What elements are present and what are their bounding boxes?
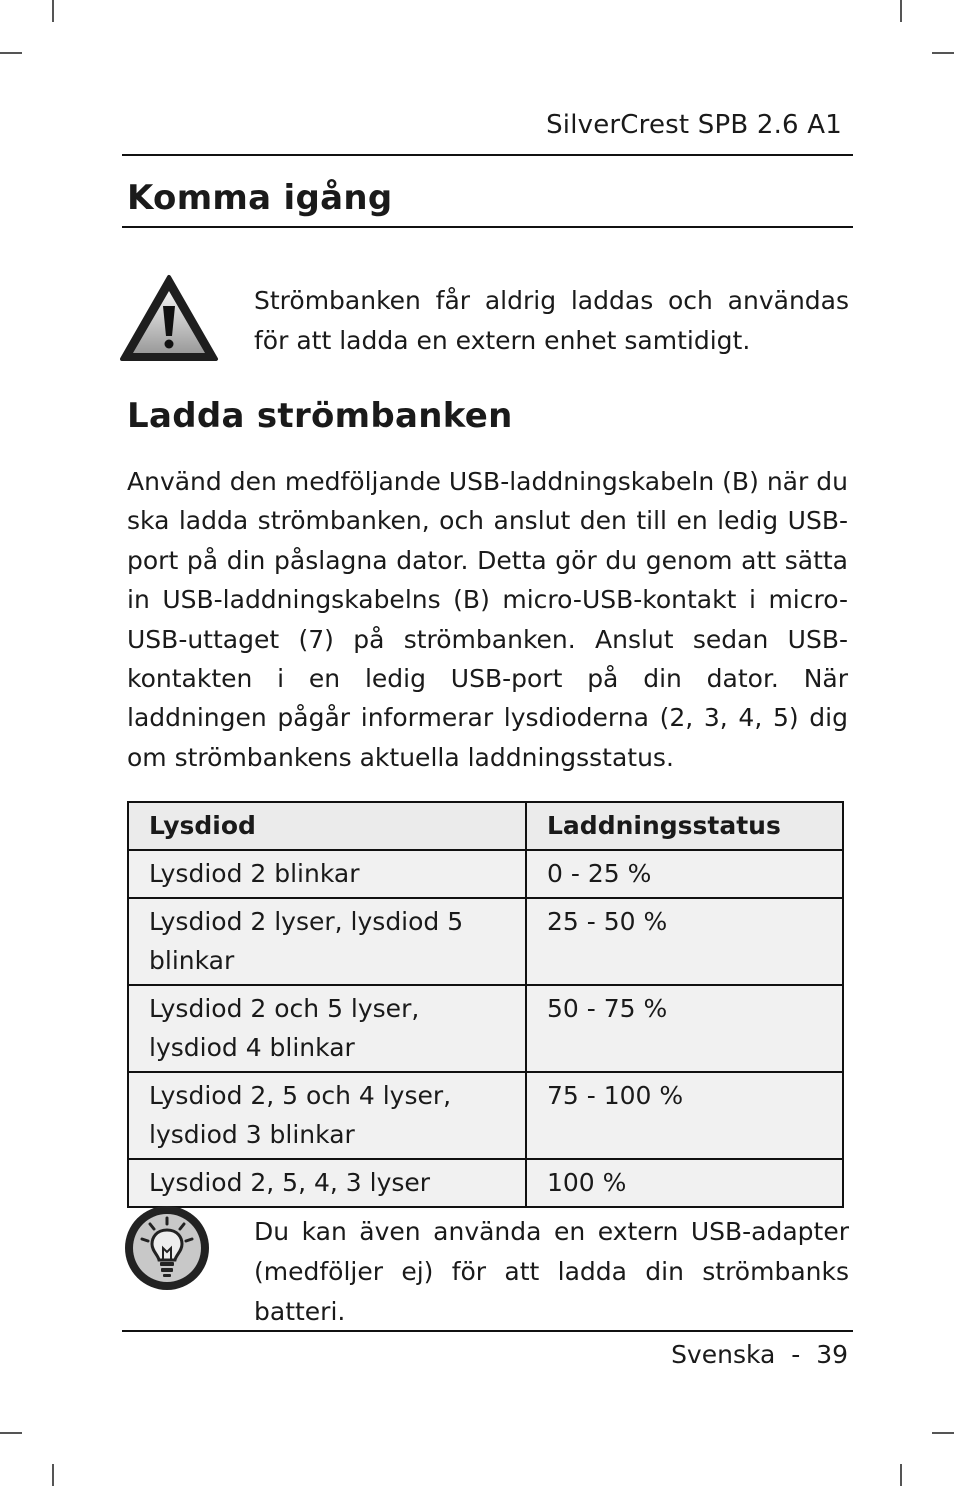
crop-mark (0, 1432, 22, 1434)
warning-triangle-icon (119, 274, 219, 362)
page-number: 39 (816, 1340, 848, 1369)
column-header-led: Lysdiod (128, 802, 526, 850)
table-cell-led: Lysdiod 2 lyser, lysdiod 5 blinkar (128, 898, 526, 985)
table-row (128, 898, 843, 985)
charging-instructions-paragraph: Använd den medföljande USB-laddningskabeln (B) när du ska ladda strömbanken, och anslut den till en ledig USB-port på din påslagna dator. Detta gör du genom att sätta in USB-laddningskabelns (B) micro-USB-kontakt i micro-USB-uttaget (7) på strömbanken. Anslut sedan USB-kontakten i en ledig USB-port på din dator. När laddningen pågår informerar lysdioderna (2, 3, 4, 5) dig om strömbankens aktuella laddningsstatus. (127, 467, 848, 772)
table-cell-led: Lysdiod 2 blinkar (128, 850, 526, 898)
table-cell-status: 75 - 100 % (526, 1072, 843, 1159)
crop-mark (932, 1432, 954, 1434)
column-header-charge-status: Laddningsstatus (526, 802, 843, 850)
footer-separator: - (791, 1340, 801, 1369)
footer-language: Svenska (671, 1340, 776, 1369)
warning-text: Strömbanken får aldrig laddas och användas för att ladda en extern enhet samtidigt. (254, 286, 849, 355)
crop-mark (900, 1464, 902, 1486)
table-row (128, 985, 843, 1072)
table-cell-status: 100 % (526, 1159, 843, 1207)
table-cell-status: 0 - 25 % (526, 850, 843, 898)
crop-mark (52, 0, 54, 22)
crop-mark (900, 0, 902, 22)
table-row (128, 1072, 843, 1159)
table-header-row (128, 802, 843, 850)
section-title-getting-started: Komma igång (127, 178, 393, 218)
table-cell-status: 25 - 50 % (526, 898, 843, 985)
section-title-rule (122, 226, 853, 228)
led-status-table (127, 801, 844, 1208)
table-cell-led: Lysdiod 2 och 5 lyser, lysdiod 4 blinkar (128, 985, 526, 1072)
lightbulb-icon (123, 1204, 211, 1292)
table-cell-led: Lysdiod 2, 5 och 4 lyser, lysdiod 3 blinkar (128, 1072, 526, 1159)
section-title-charge-powerbank: Ladda strömbanken (127, 396, 513, 436)
header-rule (122, 154, 853, 156)
crop-mark (0, 52, 22, 54)
tip-text: Du kan även använda en extern USB-adapter (medföljer ej) för att ladda din strömbanks batteri. (254, 1217, 849, 1326)
table-cell-status: 50 - 75 % (526, 985, 843, 1072)
header-product-title: SilverCrest SPB 2.6 A1 (546, 110, 842, 140)
page-footer (671, 1340, 848, 1369)
table-row (128, 850, 843, 898)
footer-rule (122, 1330, 853, 1332)
table-row (128, 1159, 843, 1207)
table-cell-led: Lysdiod 2, 5, 4, 3 lyser (128, 1159, 526, 1207)
crop-mark (932, 52, 954, 54)
crop-mark (52, 1464, 54, 1486)
